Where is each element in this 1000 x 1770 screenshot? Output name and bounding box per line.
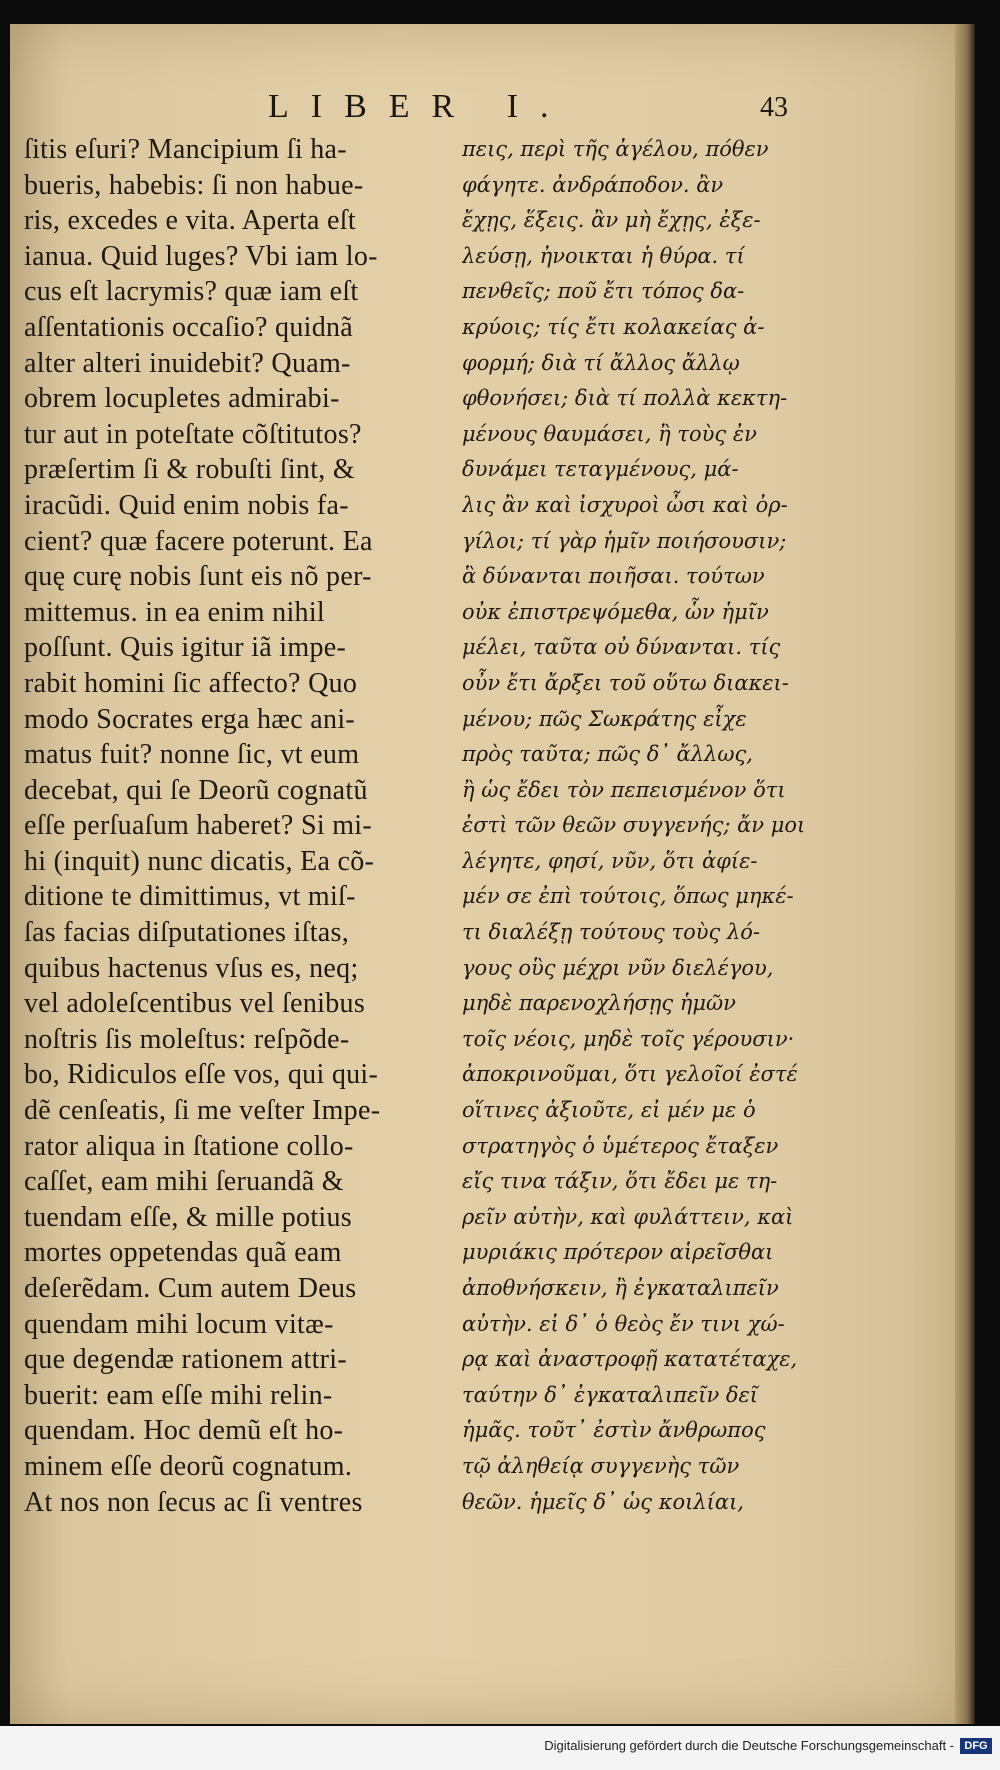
text-line: δυνάμει τεταγμένους, μά- [462, 457, 739, 482]
dfg-logo-icon: DFG [960, 1738, 992, 1754]
text-line: φάγητε. ἀνδράποδον. ἂν [462, 172, 724, 197]
text-line: πρὸς ταῦτα; πῶς δ᾽ ἄλλως, [462, 742, 753, 767]
text-line: ἢ ὡς ἔδει τὸν πεπεισμένον ὅτι [462, 777, 786, 802]
text-line: modo Socrates erga hæc ani- [24, 703, 356, 735]
text-line: cient? quæ facere poterunt. Ea [24, 525, 373, 557]
text-line: buerit: eam eſſe mihi relin- [24, 1379, 333, 1411]
greek-text-column [462, 132, 832, 1520]
text-line: que degendæ rationem attri- [24, 1344, 347, 1376]
text-line: mortes oppetendas quã eam [24, 1237, 342, 1269]
text-line: ρεῖν αὐτὴν, καὶ φυλάττειν, καὶ [462, 1204, 794, 1229]
text-line: οἵτινες ἀξιοῦτε, εἰ μέν με ὁ [462, 1098, 756, 1123]
text-line: ἀποκρινοῦμαι, ὅτι γελοῖοί ἐστέ [462, 1062, 798, 1087]
text-line: αὐτὴν. εἰ δ᾽ ὁ θεὸς ἔν τινι χώ- [462, 1311, 785, 1336]
page-edge [955, 24, 975, 1724]
text-line: μυριάκις πρότερον αἱρεῖσθαι [462, 1240, 774, 1265]
text-line: τῷ ἀληθείᾳ συγγενὴς τῶν [462, 1453, 740, 1478]
text-line: eſſe perſuaſum haberet? Si mi- [24, 810, 372, 842]
text-line: matus fuit? nonne ſic, vt eum [24, 739, 360, 771]
text-line: At nos non ſecus ac ſi ventres [24, 1486, 363, 1518]
text-line: λεύσῃ, ἠνοικται ἡ θύρα. τί [462, 243, 745, 268]
text-line: γους οὓς μέχρι νῦν διελέγου, [462, 955, 774, 980]
text-line: rabit homini ſic affecto? Quo [24, 667, 358, 699]
text-line: quendam mihi locum vitæ- [24, 1308, 334, 1340]
latin-text-column [24, 132, 454, 1520]
text-line: cus eſt lacrymis? quæ iam eſt [24, 276, 359, 308]
text-line: εἴς τινα τάξιν, ὅτι ἔδει με τη- [462, 1169, 778, 1194]
text-line: θεῶν. ἡμεῖς δ᾽ ὡς κοιλίαι, [462, 1489, 744, 1514]
text-line: λις ἂν καὶ ἰσχυροὶ ὦσι καὶ ὀρ- [462, 492, 788, 517]
text-line: bo, Ridiculos eſſe vos, qui qui- [24, 1059, 379, 1091]
text-line: ditione te dimittimus, vt miſ- [24, 881, 356, 913]
text-line: κρύοις; τίς ἔτι κολακείας ἀ- [462, 314, 765, 339]
digitization-footer [0, 1726, 1000, 1770]
text-line: noſtris ſis moleſtus: reſpõde- [24, 1023, 350, 1055]
text-line: aſſentationis occaſio? quidnã [24, 311, 354, 343]
text-line: μέν σε ἐπὶ τούτοις, ὅπως μηκέ- [462, 884, 794, 909]
text-line: μένους θαυμάσει, ἢ τοὺς ἐν [462, 421, 757, 446]
funding-credit: Digitalisierung gefördert durch die Deutsche Forschungsgemeinschaft - [544, 1738, 954, 1753]
page-header [0, 88, 1000, 128]
text-line: ſitis eſuri? Mancipium ſi ha- [24, 134, 347, 165]
text-line: ἐστὶ τῶν θεῶν συγγενής; ἄν μοι [462, 813, 806, 838]
text-line: στρατηγὸς ὁ ὑμέτερος ἔταξεν [462, 1133, 779, 1158]
text-line: tur aut in poteſtate cõſtitutos? [24, 418, 362, 450]
text-line: præſertim ſi & robuſti ſint, & [24, 454, 355, 486]
text-line: decebat, qui ſe Deorũ cognatũ [24, 774, 368, 806]
text-line: φορμή; διὰ τί ἄλλος ἄλλῳ [462, 350, 740, 375]
text-line: caſſet, eam mihi ſeruandã & [24, 1166, 344, 1198]
running-head: LIBER I. [268, 88, 571, 125]
text-line: λέγητε, φησί, νῦν, ὅτι ἀφίε- [462, 848, 758, 873]
text-line: dẽ cenſeatis, ſi me veſter Impe- [24, 1095, 381, 1127]
text-line: φθονήσει; διὰ τί πολλὰ κεκτη- [462, 386, 788, 411]
text-line: ris, excedes e vita. Aperta eſt [24, 205, 356, 237]
text-line: μέλει, ταῦτα οὐ δύνανται. τίς [462, 635, 781, 660]
text-line: πεις, περὶ τῆς ἀγέλου, πόθεν [462, 137, 769, 161]
text-line: τοῖς νέοις, μηδὲ τοῖς γέρουσιν· [462, 1026, 795, 1051]
text-line: γίλοι; τί γὰρ ἡμῖν ποιήσουσιν; [462, 528, 787, 553]
text-line: rator aliqua in ſtatione collo- [24, 1130, 354, 1162]
text-line: poſſunt. Quis igitur iã impe- [24, 632, 347, 664]
text-line: πενθεῖς; ποῦ ἔτι τόπος δα- [462, 279, 745, 304]
text-line: τι διαλέξῃ τούτους τοὺς λό- [462, 920, 760, 945]
text-line: οὐκ ἐπιστρεψόμεθα, ὧν ἡμῖν [462, 599, 769, 624]
text-line: iracũdi. Quid enim nobis fa- [24, 489, 349, 521]
text-line: hi (inquit) nunc dicatis, Ea cõ- [24, 845, 375, 877]
text-line: quendam. Hoc demũ eſt ho- [24, 1415, 344, 1447]
text-line: ἀποθνήσκειν, ἢ ἐγκαταλιπεῖν [462, 1276, 779, 1300]
page-number: 43 [760, 92, 788, 123]
text-line: tuendam eſſe, & mille potius [24, 1201, 353, 1233]
text-line: obrem locupletes admirabi- [24, 383, 340, 415]
text-line: οὖν ἔτι ἄρξει τοῦ οὕτω διακει- [462, 670, 789, 695]
text-line: μένου; πῶς Σωκράτης εἶχε [462, 706, 747, 731]
text-line: alter alteri inuidebit? Quam- [24, 347, 351, 379]
text-line: ianua. Quid luges? Vbi iam lo- [24, 240, 378, 272]
text-line: deſerẽdam. Cum autem Deus [24, 1273, 357, 1304]
text-line: ταύτην δ᾽ ἐγκαταλιπεῖν δεῖ [462, 1382, 759, 1407]
text-line: ἡμᾶς. τοῦτ᾽ ἐστὶν ἄνθρωπος [462, 1418, 766, 1443]
text-line: ἃ δύνανται ποιῆσαι. τούτων [462, 564, 765, 589]
text-line: ρᾳ καὶ ἀναστροφῇ κατατέταχε, [462, 1347, 798, 1372]
text-line: mittemus. in ea enim nihil [24, 596, 325, 628]
text-line: ἔχῃς, ἕξεις. ἂν μὴ ἔχῃς, ἐξε- [462, 208, 761, 233]
text-line: ſas facias diſputationes iſtas, [24, 917, 349, 949]
text-line: quę curę nobis ſunt eis nõ per- [24, 561, 372, 593]
text-line: bueris, habebis: ſi non habue- [24, 169, 364, 201]
text-line: quibus hactenus vſus es, neq; [24, 952, 359, 984]
text-line: minem eſſe deorũ cognatum. [24, 1450, 353, 1482]
text-line: vel adoleſcentibus vel ſenibus [24, 988, 366, 1020]
text-line: μηδὲ παρενοχλήσῃς ἡμῶν [462, 991, 736, 1016]
